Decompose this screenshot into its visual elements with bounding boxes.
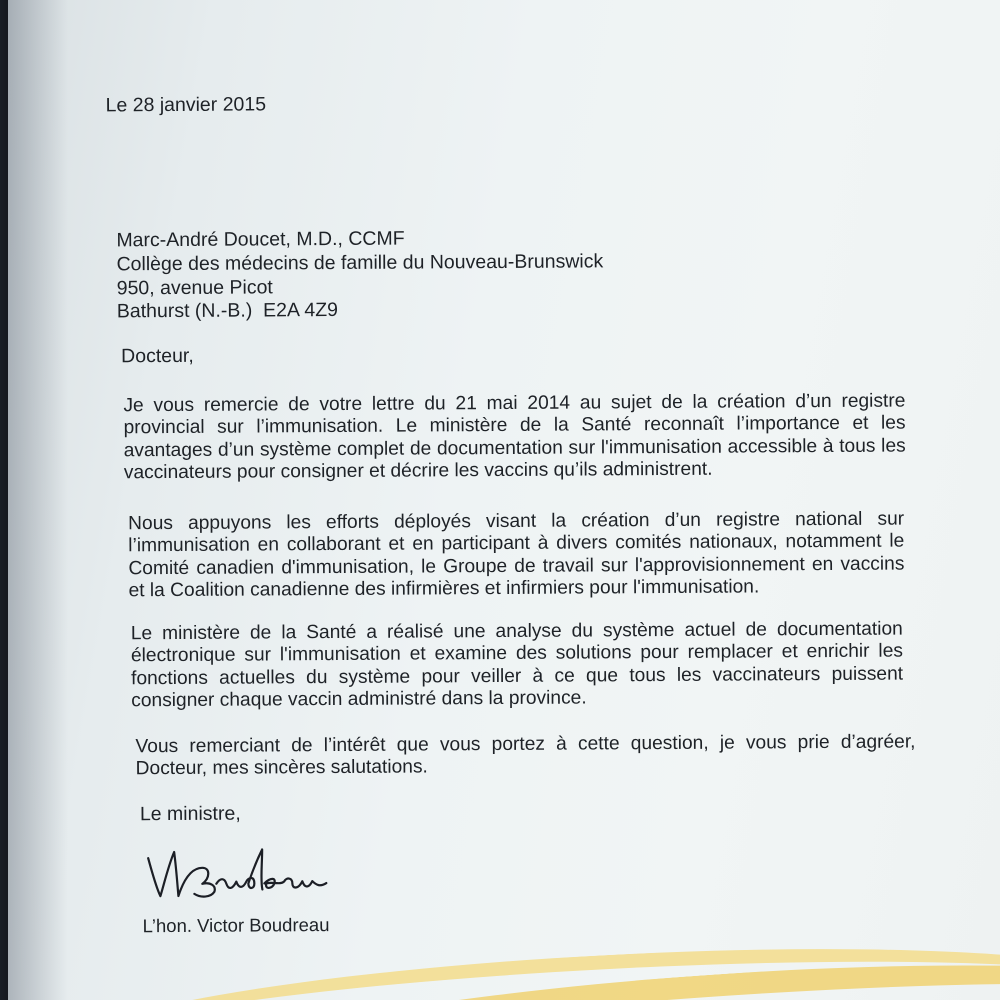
handwritten-signature <box>130 837 350 908</box>
recipient-name: Marc-André Doucet, M.D., CCMF <box>116 227 405 252</box>
recipient-street: 950, avenue Picot <box>116 275 273 299</box>
salutation: Docteur, <box>121 344 194 368</box>
recipient-organization: Collège des médecins de famille du Nouveau-Brunswick <box>116 250 604 276</box>
paragraph-3: Le ministère de la Santé a réalisé une analyse du système actuel de documentation électronique sur l'immunisation et examine des solutions pour remplacer et enrichir les fonctions actuelles du système pour veiller à ce que tous les vaccinateurs puissent consigner chaque vaccin administré dans la province. <box>130 618 904 712</box>
paragraph-4: Vous remerciant de l’intérêt que vous portez à cette question, je vous prie d’agréer, Docteur, mes sincères salutations. <box>135 731 916 780</box>
recipient-city: Bathurst (N.-B.) E2A 4Z9 <box>116 299 338 323</box>
signoff: Le ministre, <box>139 802 241 826</box>
signer-name: L’hon. Victor Boudreau <box>142 914 330 937</box>
recipient-address <box>116 226 603 324</box>
paragraph-2: Nous appuyons les efforts déployés visant la création d’un registre national sur l’immunisation en collaborant et en participant à divers comités nationaux, notamment le Comité canadien d'immunisation, le Groupe de travail sur l'approvisionnement en vaccins et la Coalition canadienne des infirmières et infirmiers pour l'immunisation. <box>128 508 905 602</box>
letter-date: Le 28 janvier 2015 <box>105 93 267 117</box>
paragraph-1: Je vous remercie de votre lettre du 21 mai 2014 au sujet de la création d’un registre provincial sur l’immunisation. Le ministère de la Santé reconnaît l’importance et les avantages d’un système complet de documentation sur l'immunisation accessible à tous les vaccinateurs pour consigner et décrire les vaccins qu’ils administrent. <box>123 390 906 484</box>
